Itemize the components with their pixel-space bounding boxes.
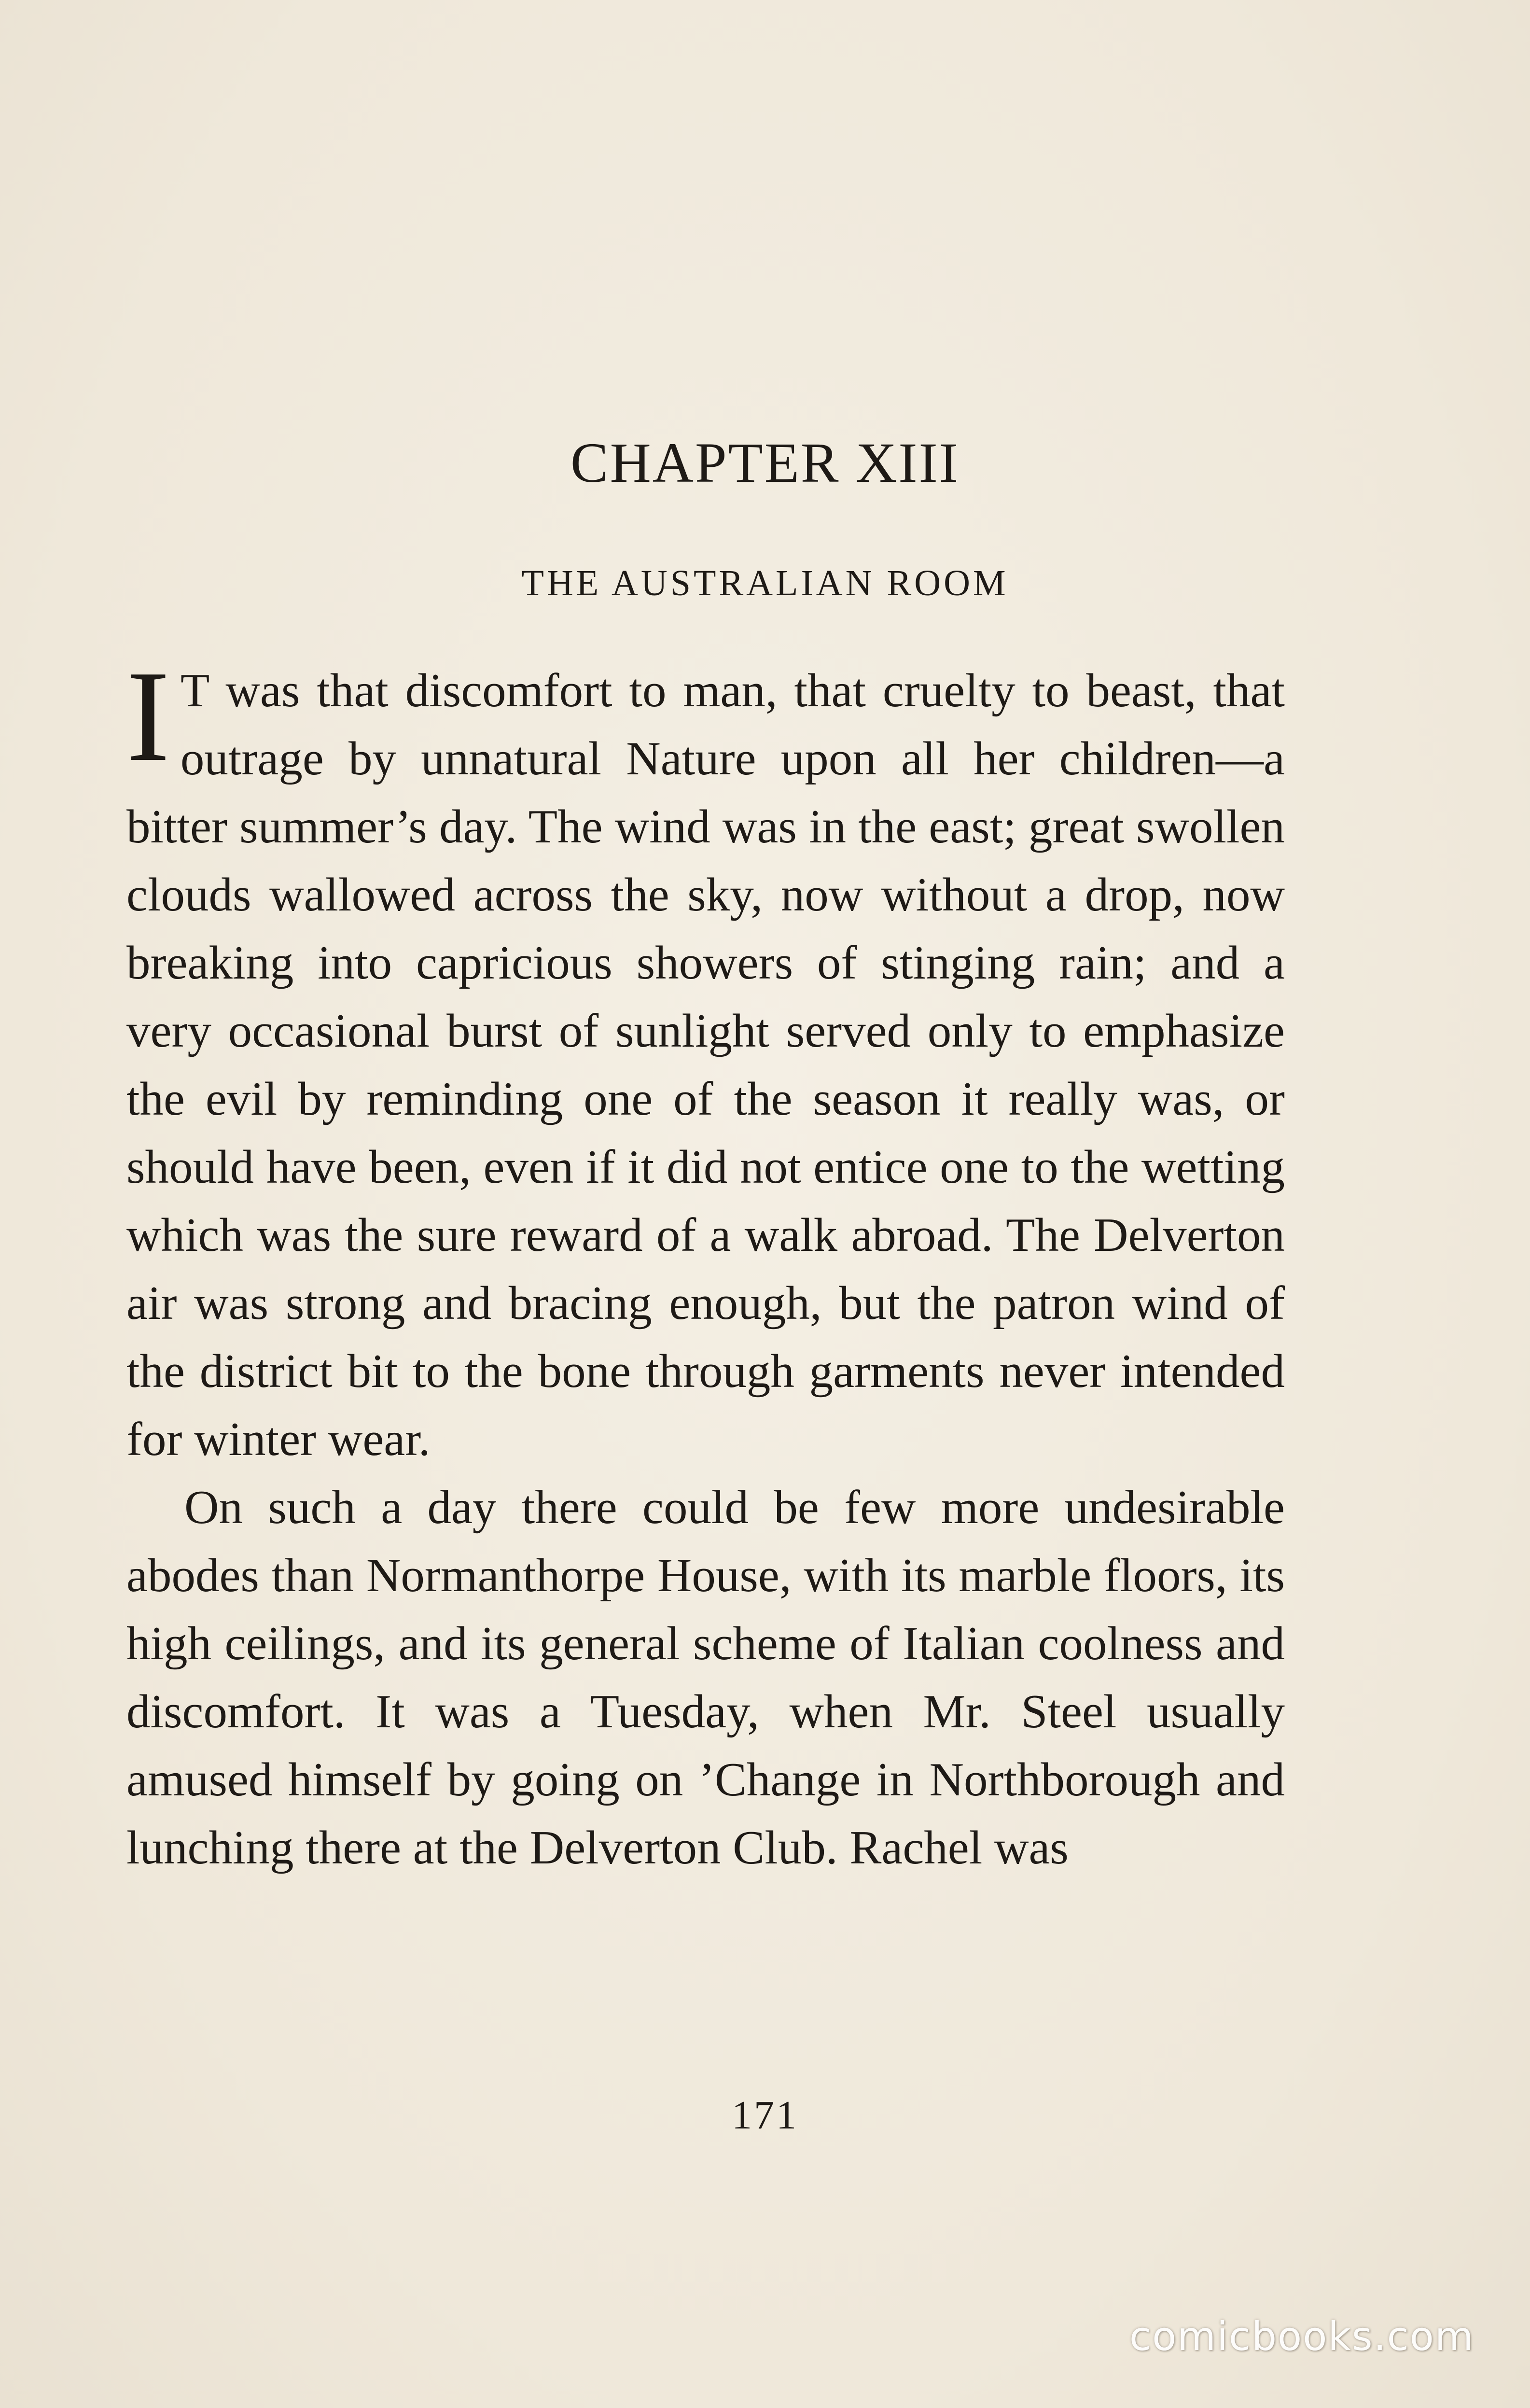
paragraph-1-text: T was that discomfort to man, that cruelty to beast, that outrage by unnatural Nature upon all her children—a bitter summer’s day. The wind was in the east; great swollen clouds wallowed across the sky, now without a drop, now breaking into capricious showers of stinging rain; and a very occasional burst of sunlight served only to emphasize the evil by reminding one of the season it really was, or should have been, even if it did not entice one to the wetting which was the sure reward of a walk abroad. The Delverton air was strong and bracing enough, but the patron wind of the district bit to the bone through garments never intended for winter wear. [126,664,1285,1466]
page-number: 171 [732,2093,798,2138]
chapter-subtitle: THE AUSTRALIAN ROOM [521,563,1009,603]
paragraph-1 [126,644,1285,1473]
drop-cap: I [126,644,170,788]
chapter-title: CHAPTER XIII [570,431,960,494]
paragraph-2: On such a day there could be few more undesirable abodes than Normanthorpe House, with its marble floors, its high ceilings, and its general scheme of Italian coolness and discomfort. It was a Tuesday, when Mr. Steel usually amused himself by going on ’Change in Northborough and lunching there at the Delverton Club. Rachel was [126,1481,1285,1874]
body-text [126,644,1285,1882]
watermark: comicbooks.com [1129,2314,1474,2360]
